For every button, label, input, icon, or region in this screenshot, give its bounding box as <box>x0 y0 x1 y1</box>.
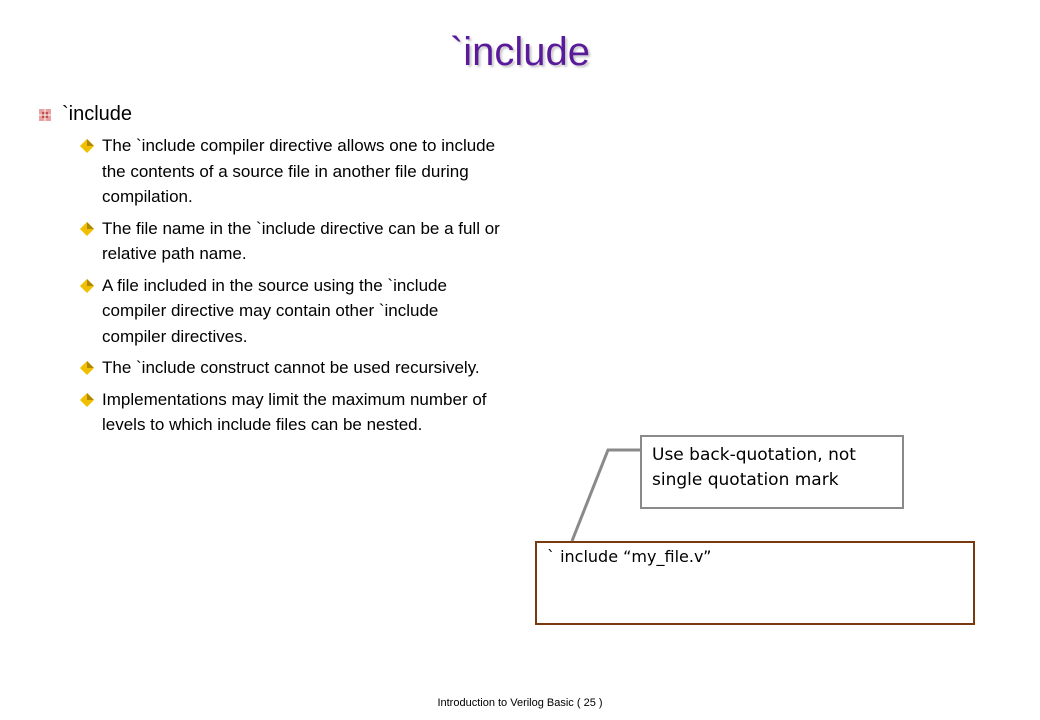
list-item-text: A file included in the source using the `include compiler directive may contain other `include compiler directives. <box>102 275 447 346</box>
slide-title: `include <box>449 30 591 74</box>
slide-footer: Introduction to Verilog Basic ( 25 ) <box>437 697 603 709</box>
list-item-text: The `include construct cannot be used recursively. <box>102 358 480 377</box>
list-item-text: The `include compiler directive allows one to include the contents of a source file in another file during compilation. <box>102 136 496 206</box>
list-item-text: The file name in the `include directive can be a full or relative path name. <box>102 218 500 263</box>
code-box <box>535 541 975 625</box>
code-text: ` include “my_file.v” <box>547 547 712 566</box>
list-item-text: Implementations may limit the maximum number of levels to which include files can be nested. <box>102 389 487 434</box>
level1-text: `include <box>62 103 133 125</box>
callout-box: Use back-quotation, not single quotation mark <box>640 435 904 509</box>
